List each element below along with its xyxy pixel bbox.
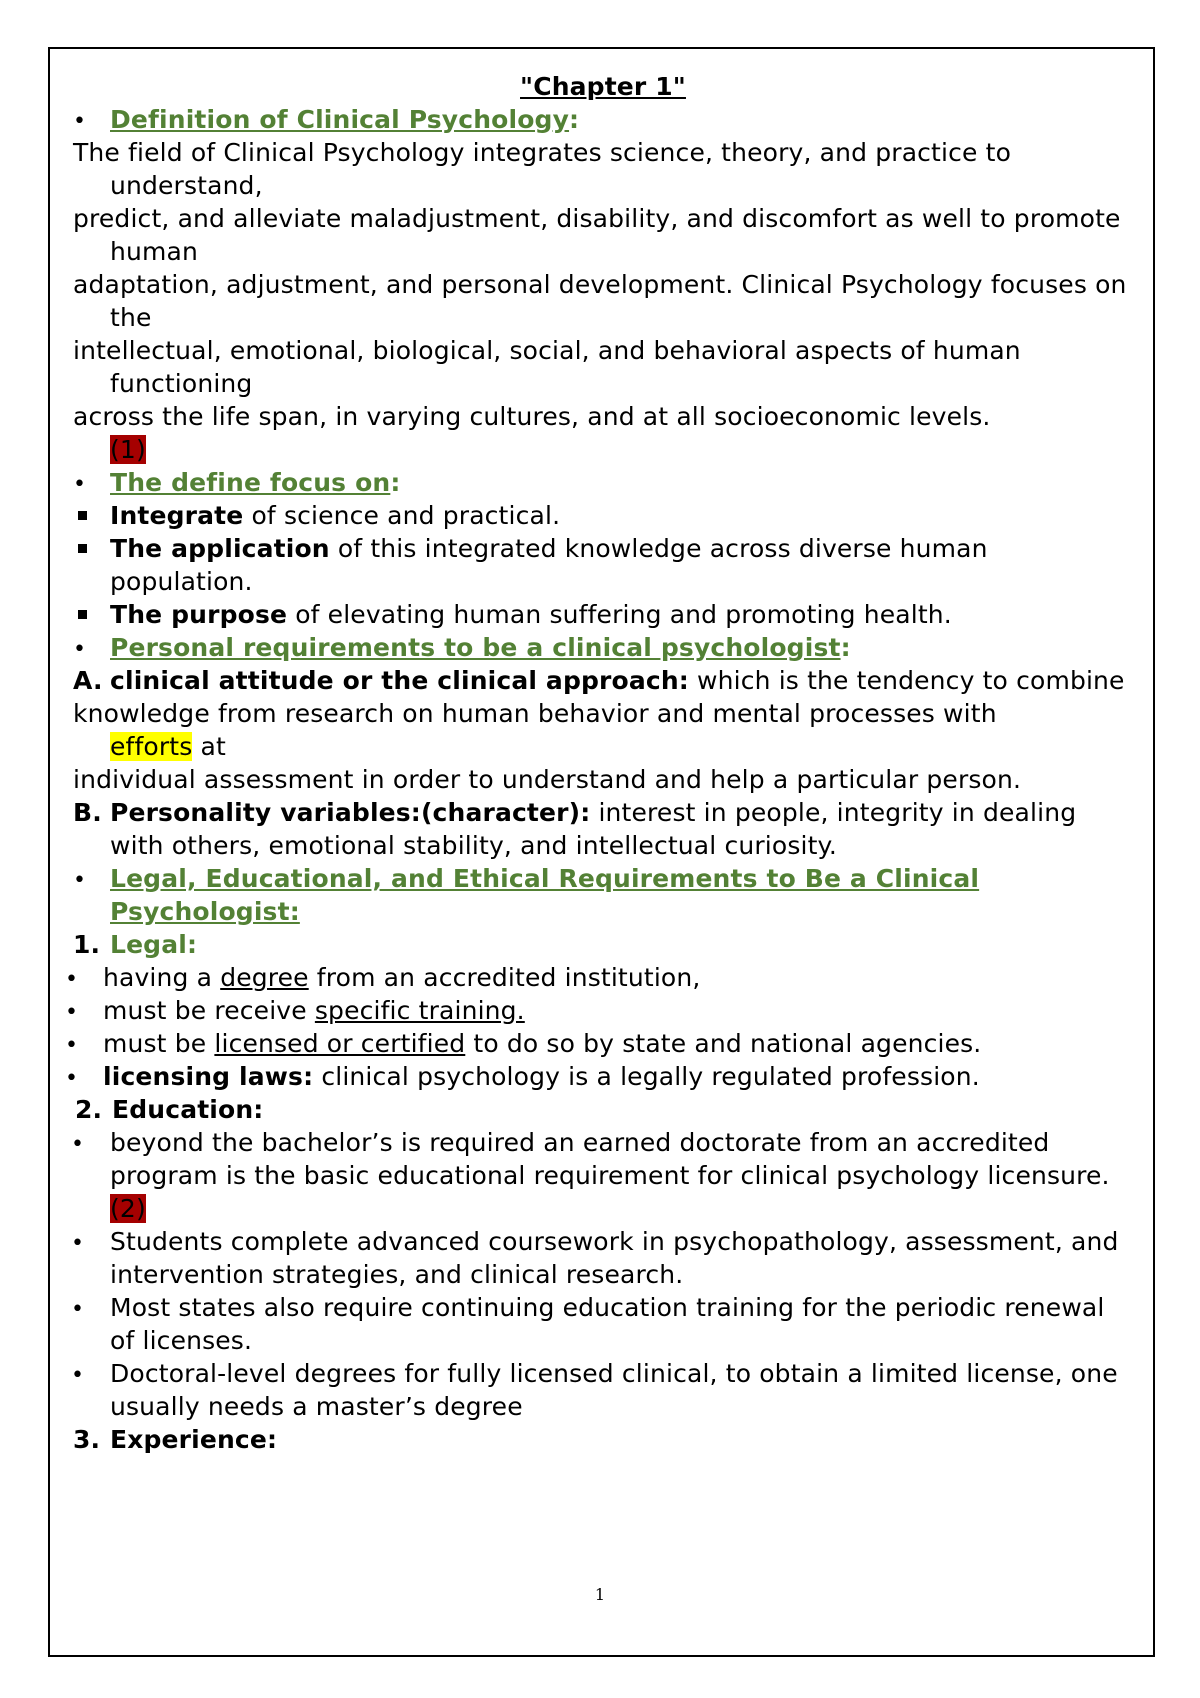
paragraph-line: intellectual, emotional, biological, social, and behavioral aspects of human functioning xyxy=(73,336,1021,398)
square-bullet-icon xyxy=(73,532,110,565)
list-item: • Doctoral-level degrees for fully licensed clinical, to obtain a limited license, one usually needs a master’s degree xyxy=(71,1359,1118,1421)
list-item: • Students complete advanced coursework in psychopathology, assessment, and intervention strategies, and clinical research. xyxy=(71,1227,1119,1289)
bullet-icon: • xyxy=(71,1363,85,1388)
reference-marker: (1) xyxy=(110,435,146,464)
list-marker: 2. xyxy=(75,1095,103,1124)
list-item: The application of this integrated knowledge across diverse human population. xyxy=(73,532,1133,598)
square-bullet-icon xyxy=(73,499,110,532)
subheading-experience: 3. Experience: xyxy=(73,1425,278,1454)
bullet-icon: • xyxy=(73,868,87,893)
section-heading-definition: • Definition of Clinical Psychology: xyxy=(73,103,1133,136)
list-item-b: B. Personality variables:(character): interest in people, integrity in dealing with others, emotional stability, and intellectual curiosity. xyxy=(73,798,1077,860)
bullet-icon: • xyxy=(73,109,87,134)
list-marker: B. xyxy=(73,798,102,827)
heading-text: The define focus on xyxy=(110,468,391,497)
bullet-icon: • xyxy=(65,967,79,992)
bullet-icon: • xyxy=(73,637,87,662)
paragraph-line: adaptation, adjustment, and personal development. Clinical Psychology focuses on the xyxy=(73,270,1127,332)
bullet-icon: • xyxy=(65,1066,79,1091)
section-heading-focus: • The define focus on: xyxy=(73,466,1133,499)
bullet-icon: • xyxy=(71,1132,85,1157)
page-number: 1 xyxy=(594,1585,606,1604)
paragraph-line: knowledge from research on human behavior and mental processes with efforts at xyxy=(73,699,997,761)
list-item: • must be licensed or certified to do so by state and national agencies. xyxy=(73,1027,1133,1060)
document-body xyxy=(65,70,1133,1456)
bullet-icon: • xyxy=(65,1033,79,1058)
list-item: • beyond the bachelor’s is required an earned doctorate from an accredited program is the basic educational requirement for clinical psychology licensure. (2) xyxy=(71,1128,1110,1223)
paragraph-line: The field of Clinical Psychology integrates science, theory, and practice to understand, xyxy=(73,138,1012,200)
list-item: The purpose of elevating human suffering and promoting health. xyxy=(73,598,1133,631)
list-item: • must be receive specific training. xyxy=(73,994,1133,1027)
list-marker: 3. xyxy=(73,1425,101,1454)
paragraph-line: predict, and alleviate maladjustment, disability, and discomfort as well to promote human xyxy=(73,204,1121,266)
list-marker: 1. xyxy=(73,930,101,959)
bullet-icon: • xyxy=(71,1297,85,1322)
list-item: • having a degree from an accredited institution, xyxy=(73,961,1133,994)
list-item-a: A. clinical attitude or the clinical approach: which is the tendency to combine xyxy=(73,666,1125,695)
paragraph-line: across the life span, in varying cultures, and at all socioeconomic levels. (1) xyxy=(73,402,991,464)
list-item: Integrate of science and practical. xyxy=(73,499,1133,532)
list-item: • Most states also require continuing education training for the periodic renewal of licenses. xyxy=(71,1293,1105,1355)
subheading-legal: 1. Legal: xyxy=(73,930,198,959)
bullet-icon: • xyxy=(65,1000,79,1025)
heading-text: Definition of Clinical Psychology xyxy=(110,105,570,134)
highlighted-word: efforts xyxy=(110,732,193,761)
section-heading-legal-educational-ethical xyxy=(73,862,1133,928)
heading-text: Personal requirements to be a clinical psychologist xyxy=(110,633,841,662)
square-bullet-icon xyxy=(73,598,110,631)
heading-text: Legal, Educational, and Ethical Requirements to Be a Clinical Psychologist: xyxy=(110,864,980,926)
list-item: • licensing laws: clinical psychology is a legally regulated profession. xyxy=(73,1060,1133,1093)
list-marker: A. xyxy=(73,666,103,695)
section-heading-requirements: • Personal requirements to be a clinical psychologist: xyxy=(73,631,1133,664)
bullet-icon: • xyxy=(71,1231,85,1256)
reference-marker: (2) xyxy=(110,1194,146,1223)
chapter-title: "Chapter 1" xyxy=(520,72,686,101)
subheading-education: 2. Education: xyxy=(75,1095,264,1124)
paragraph-line: individual assessment in order to understand and help a particular person. xyxy=(73,765,1022,794)
bullet-icon: • xyxy=(73,472,87,497)
